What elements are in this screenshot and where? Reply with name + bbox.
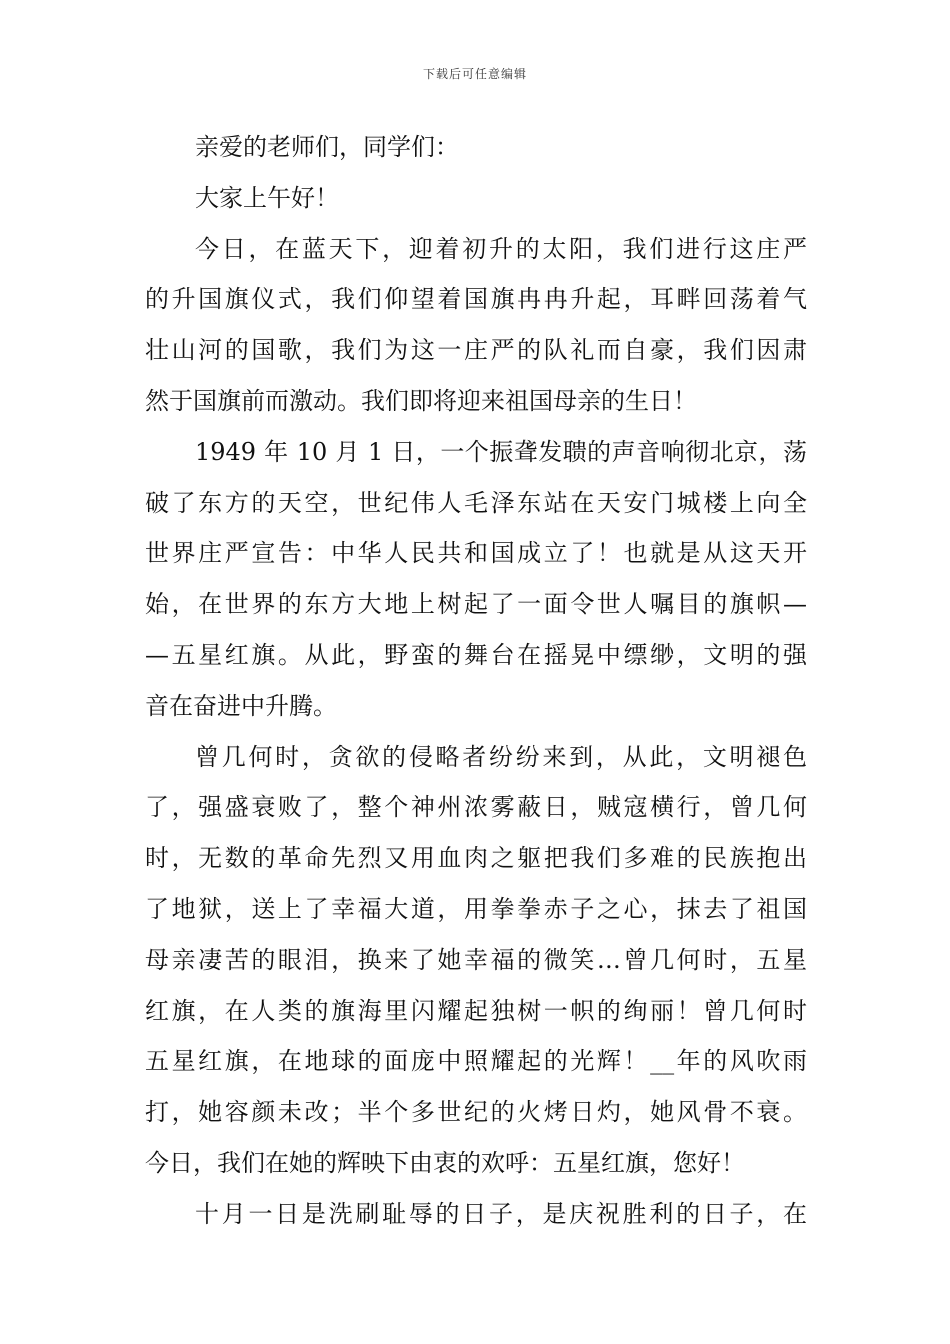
text-line: 曾几何时，贪欲的侵略者纷纷来到，从此，文明褪色 <box>195 742 807 771</box>
text-line: 母亲凄苦的眼泪，换来了她幸福的微笑…曾几何时，五星 <box>145 945 807 974</box>
text-line: 音在奋进中升腾。 <box>145 691 337 720</box>
text-line: 十月一日是洗刷耻辱的日子，是庆祝胜利的日子，在 <box>195 1199 807 1228</box>
text-line: 今日，在蓝天下，迎着初升的太阳，我们进行这庄严 <box>195 234 807 263</box>
text-line: 了地狱，送上了幸福大道，用拳拳赤子之心，抹去了祖国 <box>145 894 807 923</box>
text-line: 五星红旗，在地球的面庞中照耀起的光辉！__年的风吹雨 <box>145 1047 807 1076</box>
text-line: 1949 年 10 月 1 日，一个振聋发聩的声音响彻北京，荡 <box>195 437 807 466</box>
text-line: 大家上午好！ <box>195 183 339 212</box>
text-line: 打，她容颜未改；半个多世纪的火烤日灼，她风骨不衰。 <box>145 1098 807 1127</box>
page-header: 下载后可任意编辑 <box>422 67 527 81</box>
text-line: 红旗，在人类的旗海里闪耀起独树一帜的绚丽！曾几何时 <box>145 996 807 1025</box>
text-line: 时，无数的革命先烈又用血肉之躯把我们多难的民族抱出 <box>145 844 807 873</box>
text-line: 始，在世界的东方大地上树起了一面令世人嘱目的旗帜— <box>145 590 807 619</box>
text-line: 然于国旗前而激动。我们即将迎来祖国母亲的生日！ <box>145 386 697 415</box>
text-line: —五星红旗。从此，野蛮的舞台在摇晃中缥缈，文明的强 <box>145 640 807 669</box>
text-line: 壮山河的国歌，我们为这一庄严的队礼而自豪，我们因肃 <box>145 336 807 365</box>
document-body <box>145 122 807 1240</box>
text-line: 亲爱的老师们，同学们： <box>195 133 459 161</box>
text-line: 今日，我们在她的辉映下由衷的欢呼：五星红旗，您好！ <box>145 1148 745 1177</box>
text-line: 的升国旗仪式，我们仰望着国旗冉冉升起，耳畔回荡着气 <box>145 285 807 314</box>
text-line: 了，强盛衰败了，整个神州浓雾蔽日，贼寇横行，曾几何 <box>145 793 807 822</box>
text-line: 破了东方的天空，世纪伟人毛泽东站在天安门城楼上向全 <box>145 488 807 517</box>
text-line: 世界庄严宣告：中华人民共和国成立了！也就是从这天开 <box>145 539 807 568</box>
